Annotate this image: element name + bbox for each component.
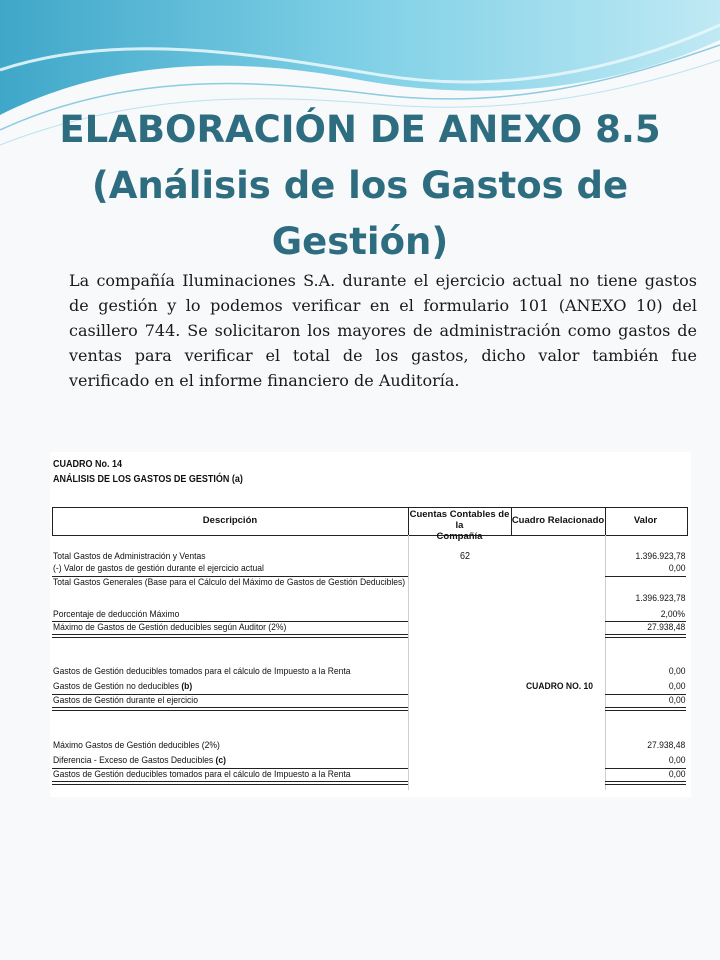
row-label: (-) Valor de gastos de gestión durante el ejercicio actual	[53, 563, 264, 574]
row-value: 27.938,48	[646, 740, 685, 751]
row-value: 0,00	[668, 695, 685, 706]
row-label: Total Gastos Generales (Base para el Cálculo del Máximo de Gastos de Gestión Deducibles)	[53, 577, 406, 588]
row-value: 2,00%	[660, 609, 685, 620]
row-value: 1.396.923,78	[635, 593, 685, 604]
row-label: Gastos de Gestión deducibles tomados para el cálculo de Impuesto a la Renta	[53, 769, 351, 780]
row-label: Gastos de Gestión deducibles tomados para el cálculo de Impuesto a la Renta	[53, 666, 351, 677]
row-label: Porcentaje de deducción Máximo	[53, 609, 180, 620]
row-value: 27.938,48	[646, 622, 685, 633]
header-valor: Valor	[633, 515, 658, 526]
intro-paragraph: La compañía Iluminaciones S.A. durante el ejercicio actual no tiene gastos de gestión y lo podemos verificar en el formulario 101 (ANEXO 10) del casillero 744. Se solicitaron los mayores de administración como gastos de ventas para verificar el total de los gastos, dicho valor también fue verificado en el informe financiero de Auditoría.	[69, 271, 697, 390]
table-caption-title: ANÁLISIS DE LOS GASTOS DE GESTIÓN (a)	[53, 474, 243, 485]
header-cuadro: Cuadro Relacionado	[511, 515, 605, 526]
row-value: 1.396.923,78	[635, 551, 685, 562]
row-value: 0,00	[668, 769, 685, 780]
row-label: Diferencia - Exceso de Gastos Deducibles (c)	[53, 755, 226, 766]
row-value: 0,00	[668, 563, 685, 574]
row-label: Gastos de Gestión durante el ejercicio	[53, 695, 198, 706]
row-label: Total Gastos de Administración y Ventas	[53, 551, 206, 562]
table-caption-number: CUADRO No. 14	[53, 459, 123, 470]
cuenta-code: 62	[460, 551, 471, 562]
row-label: Máximo Gastos de Gestión deducibles (2%)	[53, 740, 220, 751]
row-label: Gastos de Gestión no deducibles (b)	[53, 681, 193, 692]
header-cuentas: Cuentas Contables de la Compañía	[409, 509, 510, 542]
row-value: 0,00	[668, 681, 685, 692]
cuadro-ref: CUADRO NO. 10	[526, 681, 593, 692]
gastos-gestion-table	[50, 452, 691, 797]
row-label: Máximo de Gastos de Gestión deducibles según Auditor (2%)	[53, 622, 287, 633]
row-value: 0,00	[668, 666, 685, 677]
row-value: 0,00	[668, 755, 685, 766]
slide-title: ELABORACIÓN DE ANEXO 8.5 (Análisis de los Gastos de Gestión)	[59, 108, 661, 263]
header-descripcion: Descripción	[202, 515, 258, 526]
